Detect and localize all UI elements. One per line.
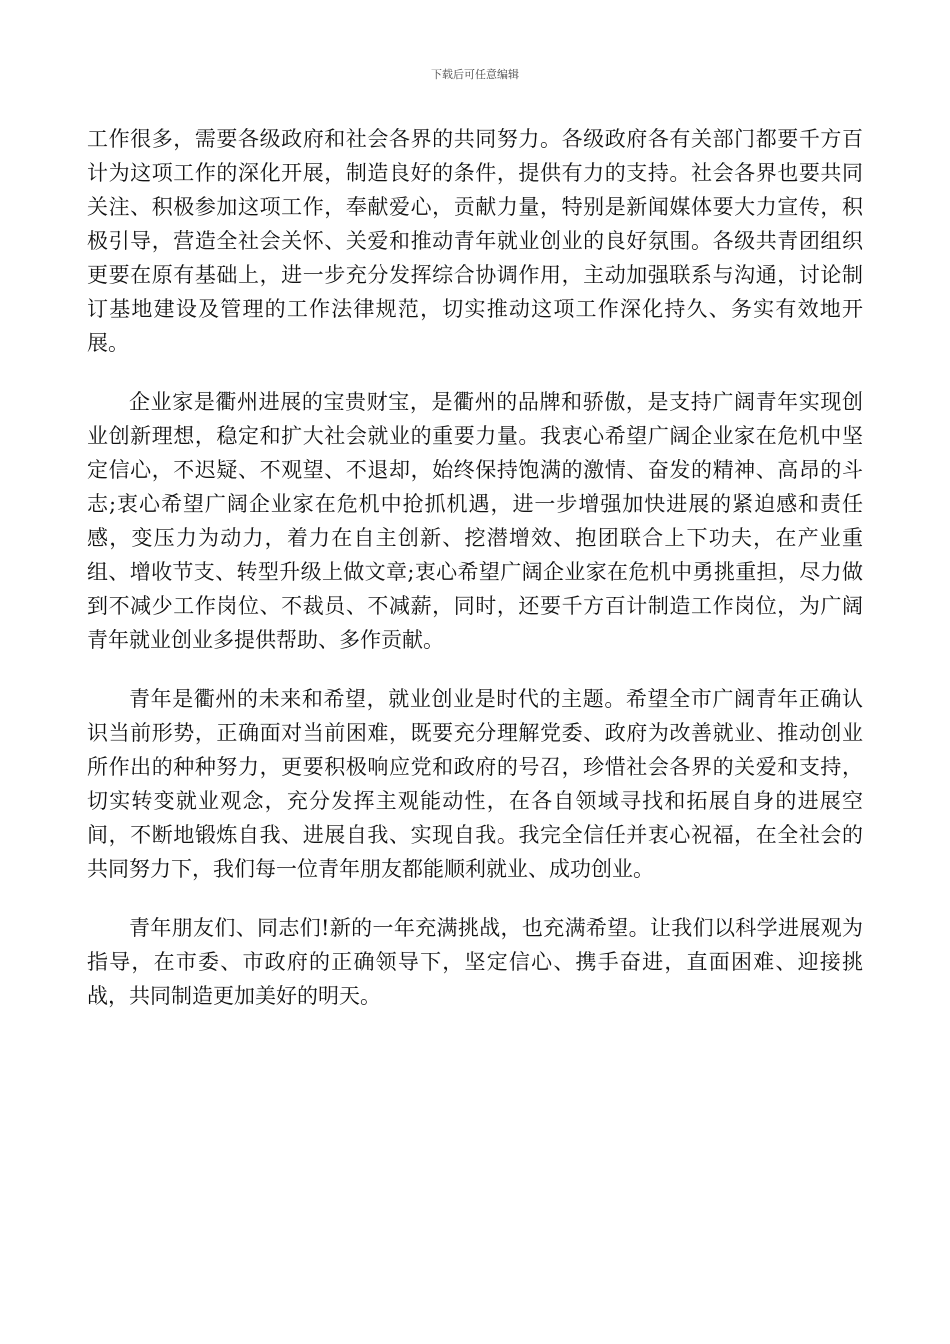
header-note: 下载后可任意编辑 bbox=[431, 68, 519, 81]
paragraph-continued: 工作很多，需要各级政府和社会各界的共同努力。各级政府各有关部门都要千方百计为这项工作的深化开展，制造良好的条件，提供有力的支持。社会各界也要共同关注、积极参加这项工作，奉献爱心，贡献力量，特别是新闻媒体要大力宣传，积极引导，营造全社会关怀、关爱和推动青年就业创业的良好氛围。各级共青团组织更要在原有基础上，进一步充分发挥综合协调作用，主动加强联系与沟通，讨论制订基地建设及管理的工作法律规范，切实推动这项工作深化持久、务实有效地开展。 bbox=[87, 127, 863, 355]
paragraph-youth: 青年是衢州的未来和希望，就业创业是时代的主题。希望全市广阔青年正确认识当前形势，正确面对当前困难，既要充分理解党委、政府为改善就业、推动创业所作出的种种努力，更要积极响应党和政府的号召，珍惜社会各界的关爱和支持，切实转变就业观念，充分发挥主观能动性，在各自领域寻找和拓展自身的进展空间，不断地锻炼自我、进展自我、实现自我。我完全信任并衷心祝福，在全社会的共同努力下，我们每一位青年朋友都能顺利就业、成功创业。 bbox=[87, 687, 863, 881]
paragraph-entrepreneurs: 企业家是衢州进展的宝贵财宝，是衢州的品牌和骄傲，是支持广阔青年实现创业创新理想，稳定和扩大社会就业的重要力量。我衷心希望广阔企业家在危机中坚定信心，不迟疑、不观望、不退却，始终保持饱满的激情、奋发的精神、高昂的斗志;衷心希望广阔企业家在危机中抢抓机遇，进一步增强加快进展的紧迫感和责任感，变压力为动力，着力在自主创新、挖潜增效、抱团联合上下功夫，在产业重组、增收节支、转型升级上做文章;衷心希望广阔企业家在危机中勇挑重担，尽力做到不减少工作岗位、不裁员、不减薪，同时，还要千方百计制造工作岗位，为广阔青年就业创业多提供帮助、多作贡献。 bbox=[87, 390, 863, 652]
document-body bbox=[87, 122, 863, 1038]
paragraph-closing: 青年朋友们、同志们!新的一年充满挑战，也充满希望。让我们以科学进展观为指导，在市委、市政府的正确领导下，坚定信心、携手奋进，直面困难、迎接挑战，共同制造更加美好的明天。 bbox=[87, 916, 863, 1008]
